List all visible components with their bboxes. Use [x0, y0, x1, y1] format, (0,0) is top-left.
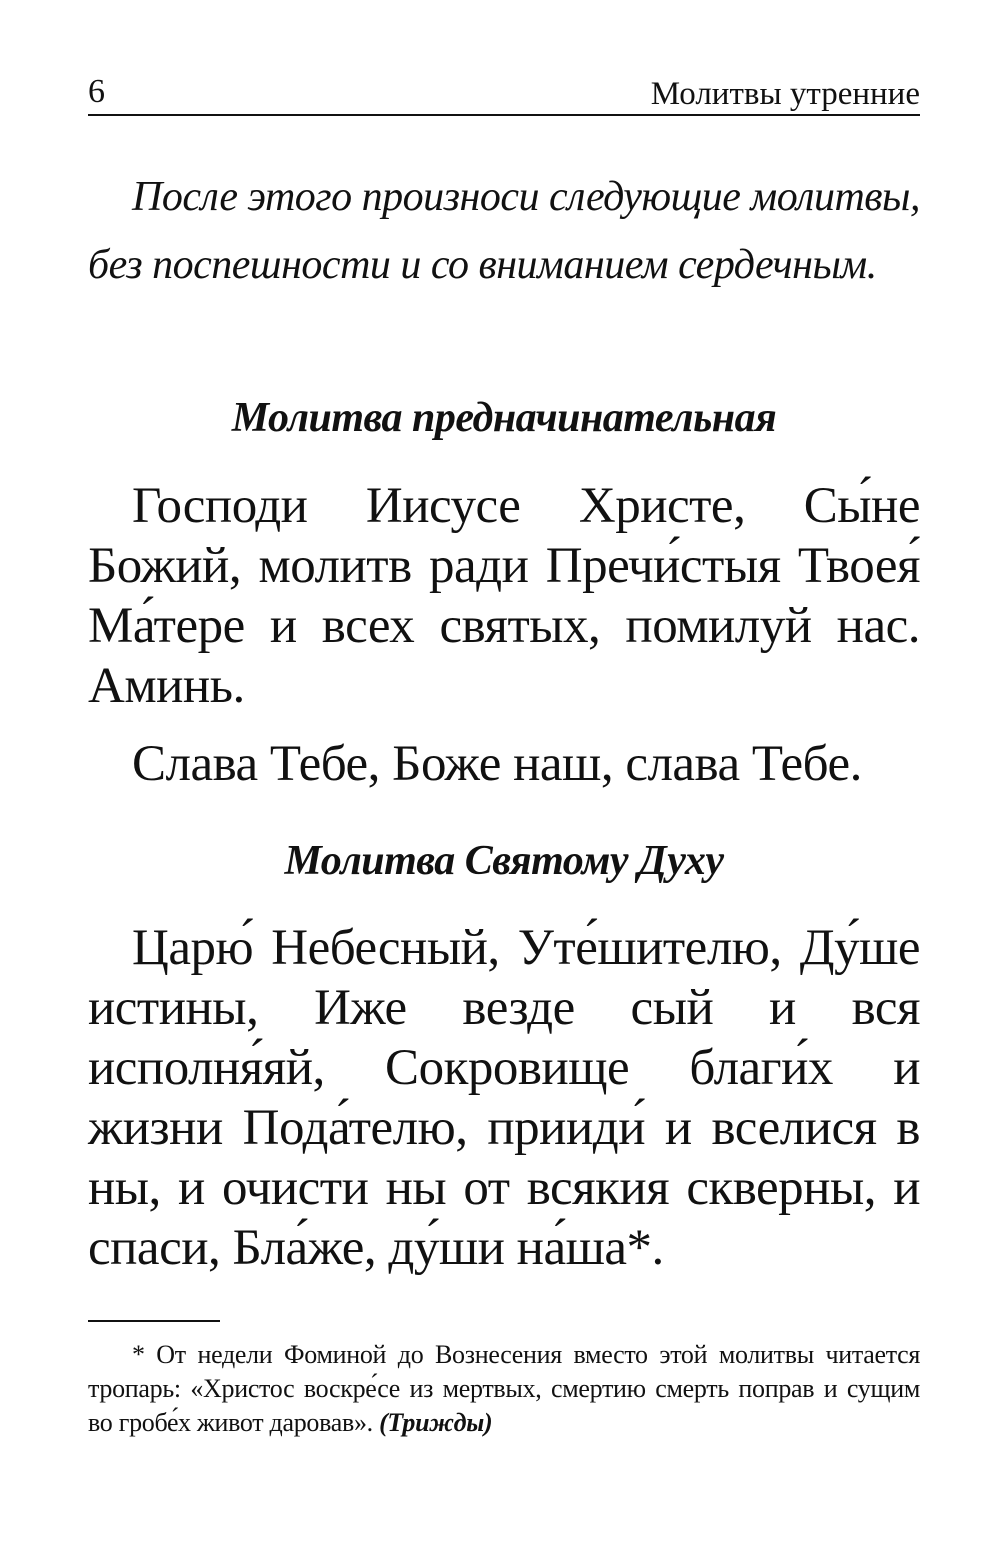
section-heading-holy-spirit-prayer: Молитва Святому Духу [284, 838, 724, 884]
prayer-paragraph: Господи Иисусе Христе, Сы́не Божий, молитв ради Пречи́стыя Твоея́ Ма́тере и всех святых, помилуй нас. Аминь. [88, 478, 920, 714]
rubric-instruction: После этого произноси следующие молитвы, без поспешности и со вниманием сердечным. [88, 174, 920, 288]
running-header [88, 72, 920, 116]
running-title: Молитвы утренние [650, 76, 920, 112]
prayer-paragraph: Слава Тебе, Боже наш, слава Тебе. [132, 736, 862, 792]
section-heading-opening-prayer: Молитва предначинательная [231, 395, 777, 441]
footnote [88, 1338, 920, 1440]
page-number: 6 [88, 73, 105, 110]
footnote-emphasis: (Трижды) [379, 1408, 493, 1437]
book-page [88, 0, 920, 1555]
footnote-divider [88, 1320, 220, 1322]
footnote-text: * От недели Фоминой до Вознесения вместо этой молитвы читается тропарь: «Христос воскре́се из мертвых, смертию смерть поправ и сущим во гробе́х живот даровав». [88, 1340, 920, 1437]
prayer-paragraph: Царю́ Небесный, Уте́шителю, Ду́ше истины, Иже везде сый и вся исполня́яй, Сокровище благи́х и жизни Пода́телю, прииди́ и вселися в ны, и очисти ны от всякия скверны, и спаси, Бла́же, ду́ши на́ша*. [88, 920, 920, 1276]
